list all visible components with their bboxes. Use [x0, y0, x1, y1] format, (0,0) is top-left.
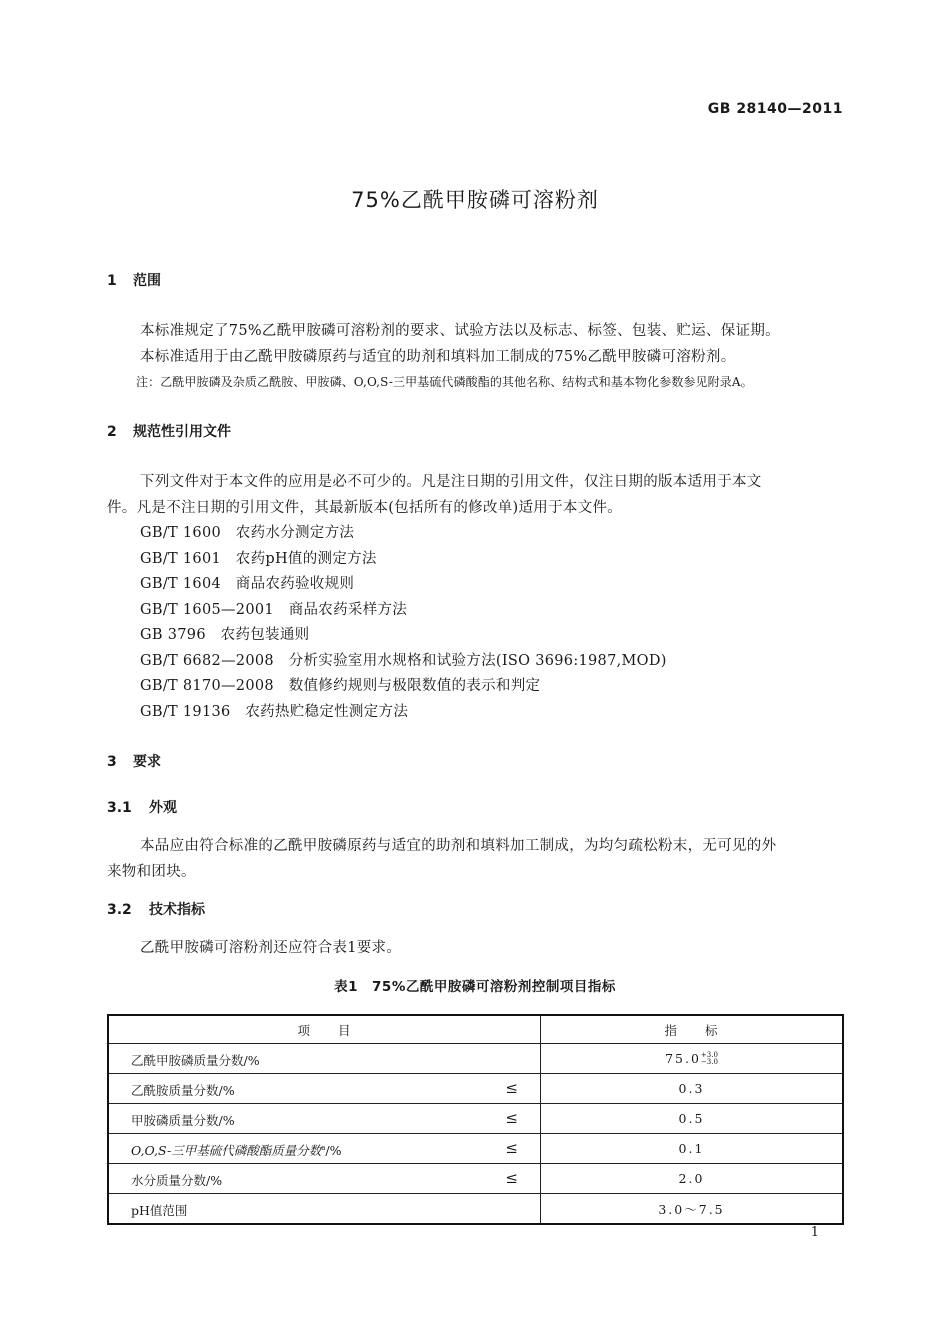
appearance-line-1: 本品应由符合标准的乙酰甲胺磷原药与适宜的助剂和填料加工制成，为均匀疏松粉末，无可见的外 [140, 838, 777, 854]
specification-table [107, 1014, 844, 1225]
less-equal-symbol: ≤ [505, 1109, 518, 1127]
reference-item: GB/T 1604 商品农药验收规则 [140, 576, 355, 592]
value-cell: 2.0 [541, 1164, 844, 1194]
table-row [108, 1104, 843, 1134]
section-2-heading [107, 421, 231, 441]
section-1-heading [107, 270, 161, 290]
tolerance [701, 1052, 718, 1066]
table-header-row [108, 1015, 843, 1044]
standard-number: GB 28140—2011 [707, 101, 843, 117]
less-equal-symbol: ≤ [505, 1139, 518, 1157]
item-label: 乙酰甲胺磷质量分数/% [131, 1053, 260, 1068]
section-title: 规范性引用文件 [133, 424, 231, 440]
scope-paragraph-1: 本标准规定了75%乙酰甲胺磷可溶粉剂的要求、试验方法以及标志、标签、包装、贮运、保证期。 [140, 323, 780, 339]
item-cell [108, 1074, 541, 1104]
value-cell: 3.0～7.5 [541, 1194, 844, 1225]
table-row [108, 1134, 843, 1164]
table-row [108, 1194, 843, 1225]
footnote-marker: a [321, 1143, 326, 1152]
item-label-text: O,O,S-三甲基硫代磷酸酯质量分数 [131, 1143, 322, 1158]
section-number: 2 [107, 424, 117, 440]
section-number: 3 [107, 754, 117, 770]
item-cell [108, 1044, 541, 1074]
tolerance-minus: −3.0 [700, 1058, 718, 1067]
section-title: 要求 [133, 754, 161, 770]
item-cell [108, 1194, 541, 1225]
item-label: 乙酰胺质量分数/% [131, 1083, 235, 1098]
item-unit: /% [325, 1143, 342, 1158]
column-header-value: 指 标 [541, 1015, 844, 1044]
section-3-1-heading [107, 797, 177, 817]
value-text: 75.0 [665, 1050, 701, 1066]
references-intro-line-2: 件。凡是不注日期的引用文件，其最新版本(包括所有的修改单)适用于本文件。 [107, 500, 623, 516]
reference-item: GB/T 1605—2001 商品农药采样方法 [140, 602, 408, 618]
appearance-line-2: 来物和团块。 [107, 864, 196, 880]
item-label [131, 1141, 342, 1159]
table-row [108, 1044, 843, 1074]
column-header-item: 项 目 [108, 1015, 541, 1044]
technical-requirements-text: 乙酰甲胺磷可溶粉剂还应符合表1要求。 [140, 940, 402, 956]
section-3-2-heading [107, 899, 205, 919]
section-number: 3.1 [107, 800, 132, 816]
item-label: 水分质量分数/% [131, 1173, 223, 1188]
item-label: 甲胺磷质量分数/% [131, 1113, 235, 1128]
section-3-heading [107, 751, 161, 771]
reference-item: GB 3796 农药包装通则 [140, 627, 310, 643]
value-cell: 0.1 [541, 1134, 844, 1164]
item-label: pH值范围 [131, 1203, 188, 1218]
reference-item: GB/T 19136 农药热贮稳定性测定方法 [140, 704, 409, 720]
section-number: 3.2 [107, 902, 132, 918]
reference-item: GB/T 1601 农药pH值的测定方法 [140, 551, 377, 567]
item-cell [108, 1164, 541, 1194]
item-cell [108, 1104, 541, 1134]
value-cell: 0.5 [541, 1104, 844, 1134]
less-equal-symbol: ≤ [505, 1079, 518, 1097]
section-title: 外观 [149, 800, 177, 816]
less-equal-symbol: ≤ [505, 1169, 518, 1187]
scope-paragraph-2: 本标准适用于由乙酰甲胺磷原药与适宜的助剂和填料加工制成的75%乙酰甲胺磷可溶粉剂。 [140, 349, 736, 365]
reference-item: GB/T 1600 农药水分测定方法 [140, 525, 355, 541]
reference-item: GB/T 6682—2008 分析实验室用水规格和试验方法(ISO 3696:1987,MOD) [140, 653, 667, 669]
table-caption: 表1 75%乙酰甲胺磷可溶粉剂控制项目指标 [334, 979, 616, 995]
table-row [108, 1164, 843, 1194]
table-row [108, 1074, 843, 1104]
document-title: 75%乙酰甲胺磷可溶粉剂 [351, 188, 599, 212]
references-intro-line-1: 下列文件对于本文件的应用是必不可少的。凡是注日期的引用文件，仅注日期的版本适用于本文 [140, 474, 762, 490]
value-cell [541, 1044, 844, 1074]
item-cell [108, 1134, 541, 1164]
reference-item: GB/T 8170—2008 数值修约规则与极限数值的表示和判定 [140, 678, 541, 694]
scope-note: 注：乙酰甲胺磷及杂质乙酰胺、甲胺磷、O,O,S-三甲基硫代磷酸酯的其他名称、结构式和基本物化参数参见附录A。 [136, 375, 753, 389]
section-title: 技术指标 [149, 902, 205, 918]
tolerance-plus: +3.0 [700, 1051, 718, 1060]
section-number: 1 [107, 273, 117, 289]
value-cell: 0.3 [541, 1074, 844, 1104]
section-title: 范围 [133, 273, 161, 289]
page-number: 1 [810, 1225, 819, 1240]
